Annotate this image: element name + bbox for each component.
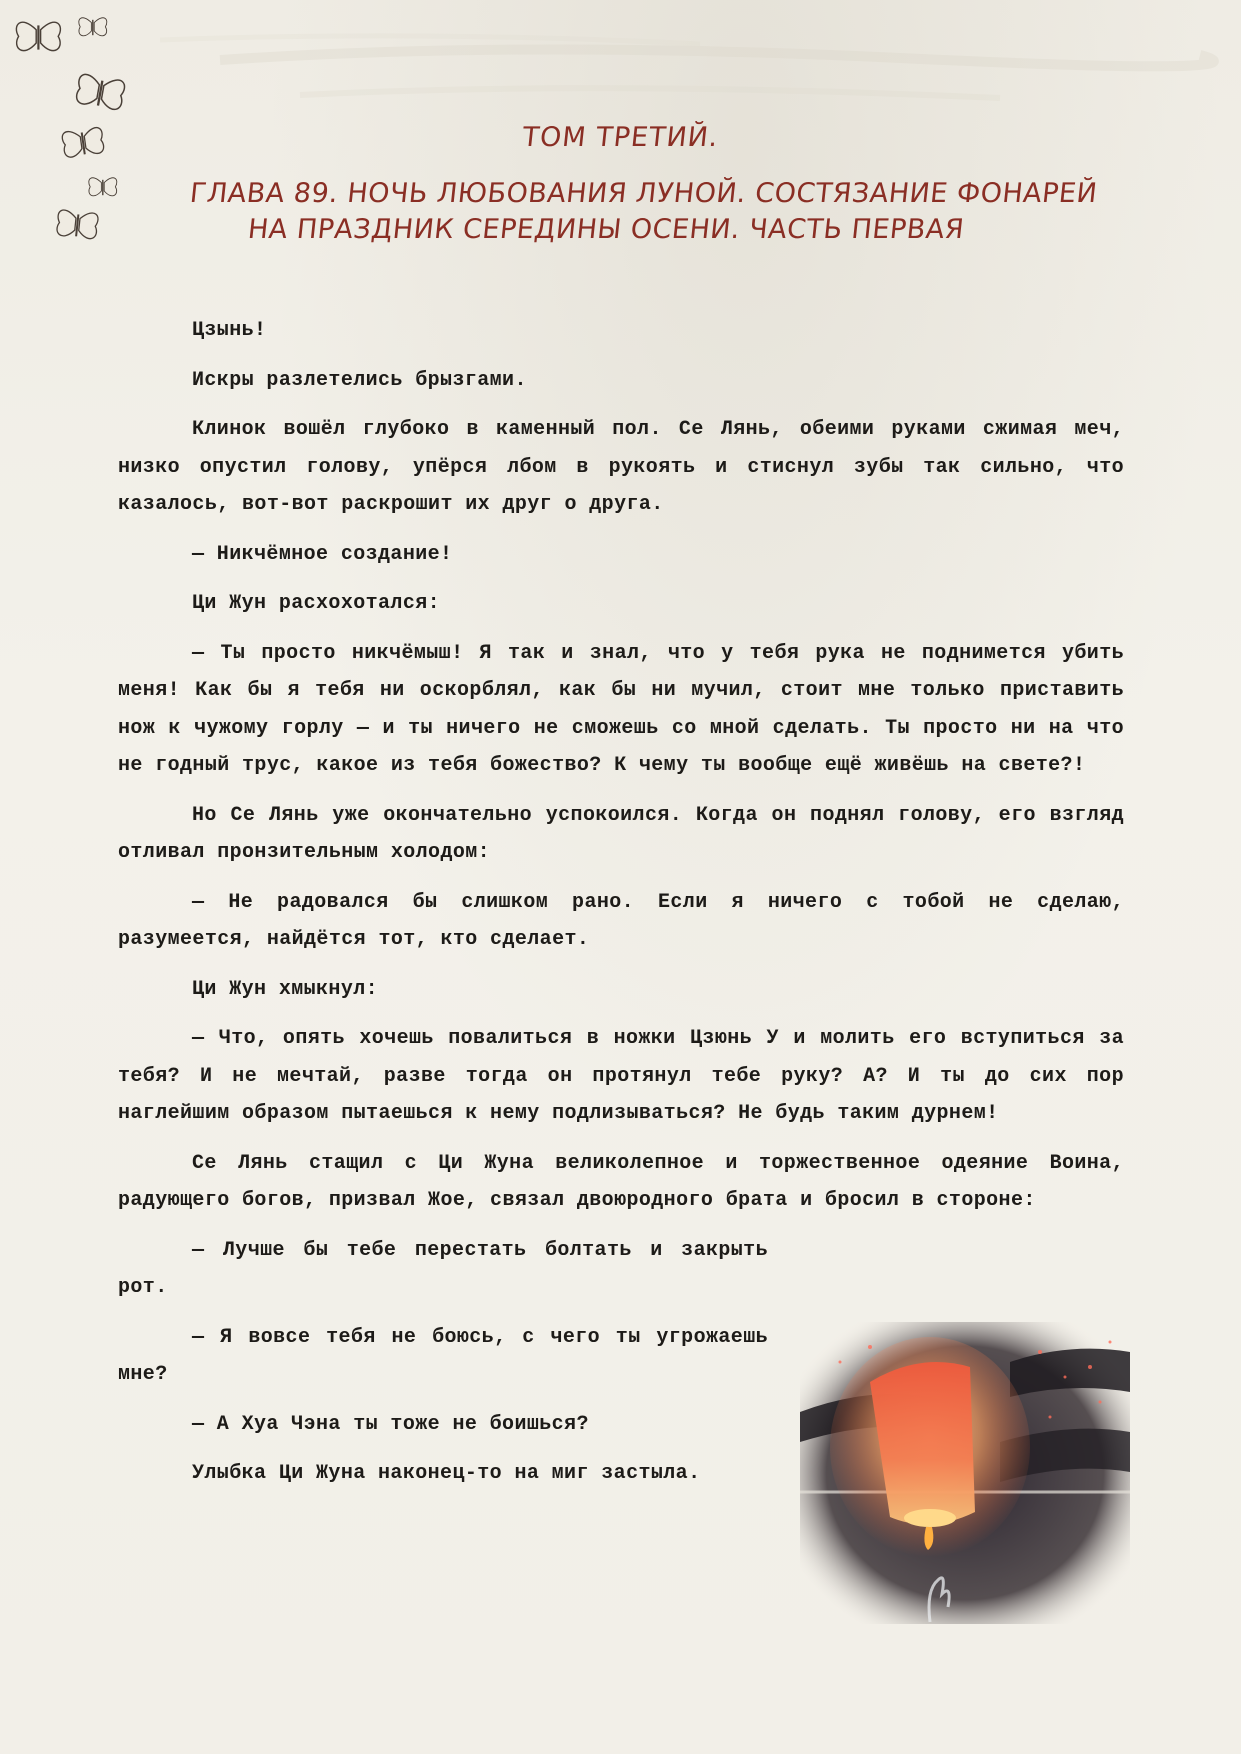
paragraph: Се Лянь стащил с Ци Жуна великолепное и торжественное одеяние Воина, радующего богов, призвал Жое, связал двоюродного брата и бросил в стороне: xyxy=(118,1151,1124,1212)
chapter-title-line-1: ГЛАВА 89. НОЧЬ ЛЮБОВАНИЯ ЛУНОЙ. СОСТЯЗАНИЕ ФОНАРЕЙ xyxy=(188,178,1099,209)
paragraph: Ци Жун расхохотался: xyxy=(192,592,441,615)
paragraph: — Лучше бы тебе перестать болтать и закрыть рот. xyxy=(118,1238,768,1299)
butterfly-icon xyxy=(56,209,99,239)
butterfly-icon xyxy=(89,178,117,196)
volume-title: ТОМ ТРЕТИЙ. xyxy=(520,122,721,153)
butterfly-icon xyxy=(79,18,107,36)
paragraph: — Я вовсе тебя не боюсь, с чего ты угрожаешь мне? xyxy=(118,1325,768,1386)
sky-lantern-illustration xyxy=(800,1322,1130,1624)
paragraph: Но Се Лянь уже окончательно успокоился. Когда он поднял голову, его взгляд отливал пронзительным холодом: xyxy=(118,803,1124,864)
chapter-title-line-2: НА ПРАЗДНИК СЕРЕДИНЫ ОСЕНИ. ЧАСТЬ ПЕРВАЯ xyxy=(246,214,966,245)
paragraph: — Ты просто никчёмыш! Я так и знал, что у тебя рука не поднимется убить меня! Как бы я тебя ни оскорблял, как бы ни мучил, стоит мне только приставить нож к чужому горлу — и ты ничего не сможешь со мной сделать. Ты просто ни на что не годный трус, какое из тебя божество? К чему ты вообще ещё живёшь на свете?! xyxy=(118,641,1124,777)
paragraph: Цзынь! xyxy=(192,319,267,342)
paragraph: Ци Жун хмыкнул: xyxy=(192,977,379,1001)
paragraph: Улыбка Ци Жуна наконец-то на миг застыла. xyxy=(192,1462,701,1485)
paragraph: — Никчёмное создание! xyxy=(192,542,453,566)
paragraph: — А Хуа Чэна ты тоже не боишься? xyxy=(192,1412,589,1436)
paragraph: Искры разлетелись брызгами. xyxy=(192,368,527,392)
paragraph: — Что, опять хочешь повалиться в ножки Цзюнь У и молить его вступиться за тебя? И не мечтай, разве тогда он протянул тебе руку? А? И ты до сих пор наглейшим образом пытаешься к нему подлизываться? Не будь таким дурнем! xyxy=(118,1027,1124,1125)
butterfly-icon xyxy=(75,73,125,110)
butterfly-icon xyxy=(16,22,60,50)
paragraph: Клинок вошёл глубоко в каменный пол. Се Лянь, обеими руками сжимая меч, низко опустил голову, упёрся лбом в рукоять и стиснул зубы так сильно, что казалось, вот-вот раскрошит их друг о друга. xyxy=(118,418,1124,516)
paragraph: — Не радовался бы слишком рано. Если я ничего с тобой не сделаю, разумеется, найдётся тот, кто сделает. xyxy=(118,890,1124,951)
